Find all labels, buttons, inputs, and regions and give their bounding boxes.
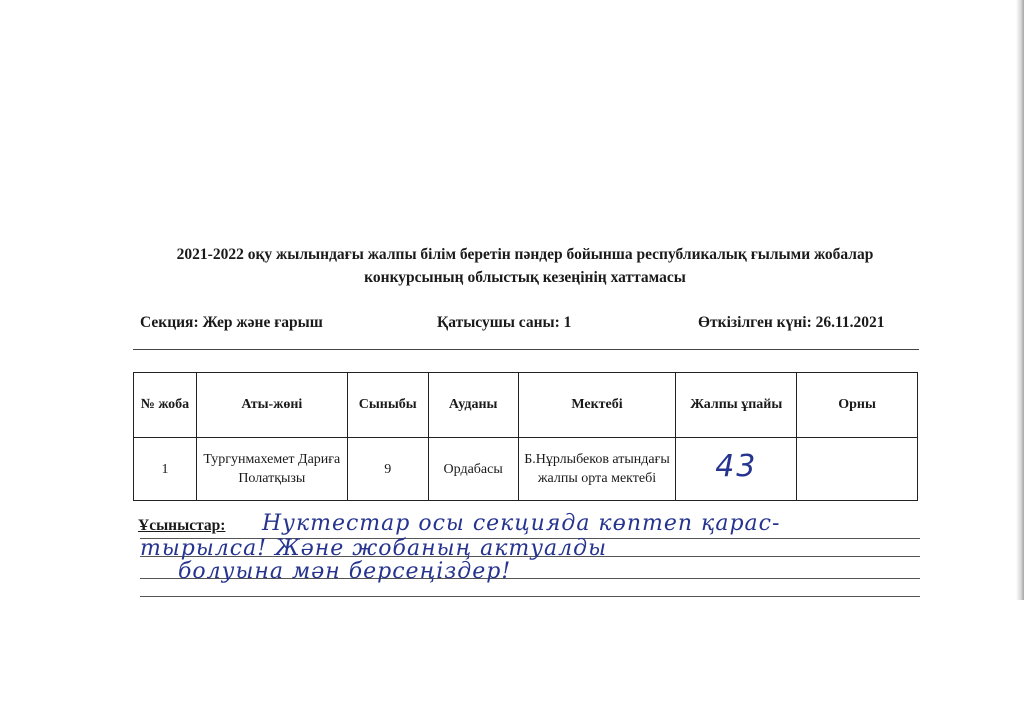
cell-project-number: 1 bbox=[134, 438, 197, 501]
results-table bbox=[133, 372, 918, 501]
column-header-project-number: № жоба bbox=[134, 373, 197, 438]
participants-count: Қатысушы саны: 1 bbox=[437, 314, 572, 331]
header-divider bbox=[133, 349, 919, 350]
suggestions-label: Ұсыныстар: bbox=[138, 517, 226, 534]
cell-place bbox=[797, 438, 918, 501]
handwritten-suggestion-line-2: тырылса! Және жобаның актуалды bbox=[140, 536, 608, 561]
cell-total-score bbox=[676, 438, 797, 501]
column-header-grade: Сыныбы bbox=[347, 373, 428, 438]
cell-full-name: Тургунмахемет Дариға Полатқызы bbox=[196, 438, 347, 501]
column-header-place: Орны bbox=[797, 373, 918, 438]
handwritten-suggestion-line-1: Нуктестар осы секцияда көптеп қарас- bbox=[262, 511, 781, 536]
column-header-total-score: Жалпы ұпайы bbox=[676, 373, 797, 438]
column-header-school: Мектебі bbox=[518, 373, 676, 438]
document-title bbox=[130, 243, 920, 289]
table-row bbox=[134, 438, 918, 501]
event-date: Өткізілген күні: 26.11.2021 bbox=[698, 314, 885, 331]
suggestion-line-4 bbox=[140, 596, 920, 597]
title-line-1: 2021-2022 оқу жылындағы жалпы білім беретін пәндер бойынша республикалық ғылыми жобалар bbox=[176, 246, 874, 263]
column-header-district: Ауданы bbox=[428, 373, 518, 438]
handwritten-score: 43 bbox=[715, 448, 758, 484]
page-edge-shadow bbox=[1016, 0, 1024, 600]
section-label: Секция: Жер және ғарыш bbox=[140, 314, 323, 331]
cell-district: Ордабасы bbox=[428, 438, 518, 501]
table-header-row bbox=[134, 373, 918, 438]
title-line-2: конкурсының облыстық кезеңінің хаттамасы bbox=[364, 269, 686, 286]
handwritten-suggestion-line-3: болуына мән берсеңіздер! bbox=[178, 559, 512, 584]
cell-school: Б.Нұрлыбеков атындағы жалпы орта мектебі bbox=[518, 438, 676, 501]
cell-grade: 9 bbox=[347, 438, 428, 501]
column-header-full-name: Аты-жөні bbox=[196, 373, 347, 438]
